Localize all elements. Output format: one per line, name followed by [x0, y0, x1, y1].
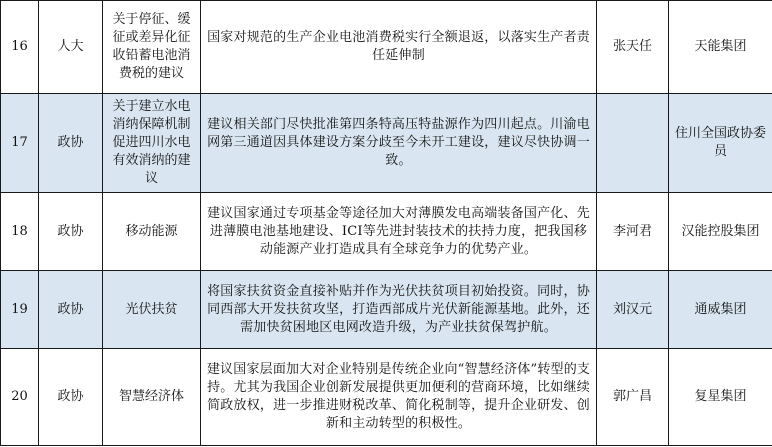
row-party: 人大 — [39, 1, 103, 94]
row-number: 17 — [1, 94, 39, 193]
row-person: 郭广昌 — [597, 349, 669, 446]
row-number: 19 — [1, 271, 39, 349]
table-row — [1, 94, 772, 193]
row-person — [597, 94, 669, 193]
row-content: 将国家扶贫资金直接补贴并作为光伏扶贫项目初始投资。同时，协同西部大开发扶贫攻坚，打造西部成片光伏新能源基地。此外，还需加快贫困地区电网改造升级，为产业扶贫保驾护航。 — [201, 271, 597, 349]
table-row — [1, 1, 772, 94]
row-org: 复星集团 — [669, 349, 772, 446]
row-content: 建议相关部门尽快批准第四条特高压特盐源作为四川起点。川渝电网第三通道因具体建设方案分歧至今未开工建设，建议尽快协调一致。 — [201, 94, 597, 193]
row-party: 政协 — [39, 193, 103, 271]
row-content: 建议国家通过专项基金等途径加大对薄膜发电高端装备国产化、先进薄膜电池基地建设、ICI等先进封装技术的扶持力度，把我国移动能源产业打造成具有全球竞争力的优势产业。 — [201, 193, 597, 271]
table-row — [1, 193, 772, 271]
table-row — [1, 349, 772, 446]
row-org: 通威集团 — [669, 271, 772, 349]
row-party: 政协 — [39, 271, 103, 349]
row-org: 住川全国政协委员 — [669, 94, 772, 193]
row-person: 张天任 — [597, 1, 669, 94]
row-topic: 关于停征、缓征或差异化征收铅蓄电池消费税的建议 — [103, 1, 201, 94]
row-number: 16 — [1, 1, 39, 94]
table-row — [1, 271, 772, 349]
row-person: 李河君 — [597, 193, 669, 271]
row-org: 天能集团 — [669, 1, 772, 94]
row-topic: 光伏扶贫 — [103, 271, 201, 349]
row-content: 建议国家层面加大对企业特别是传统企业向“智慧经济体”转型的支持。尤其为我国企业创新发展提供更加便利的营商环境，比如继续简政放权，进一步推进财税改革、简化税制等，提升企业研发、创新和主动转型的积极性。 — [201, 349, 597, 446]
row-number: 18 — [1, 193, 39, 271]
row-person: 刘汉元 — [597, 271, 669, 349]
row-topic: 移动能源 — [103, 193, 201, 271]
row-content: 国家对规范的生产企业电池消费税实行全额退返，以落实生产者责任延伸制 — [201, 1, 597, 94]
row-party: 政协 — [39, 94, 103, 193]
row-org: 汉能控股集团 — [669, 193, 772, 271]
row-number: 20 — [1, 349, 39, 446]
row-topic: 关于建立水电消纳保障机制促进四川水电有效消纳的建议 — [103, 94, 201, 193]
row-party: 政协 — [39, 349, 103, 446]
row-topic: 智慧经济体 — [103, 349, 201, 446]
